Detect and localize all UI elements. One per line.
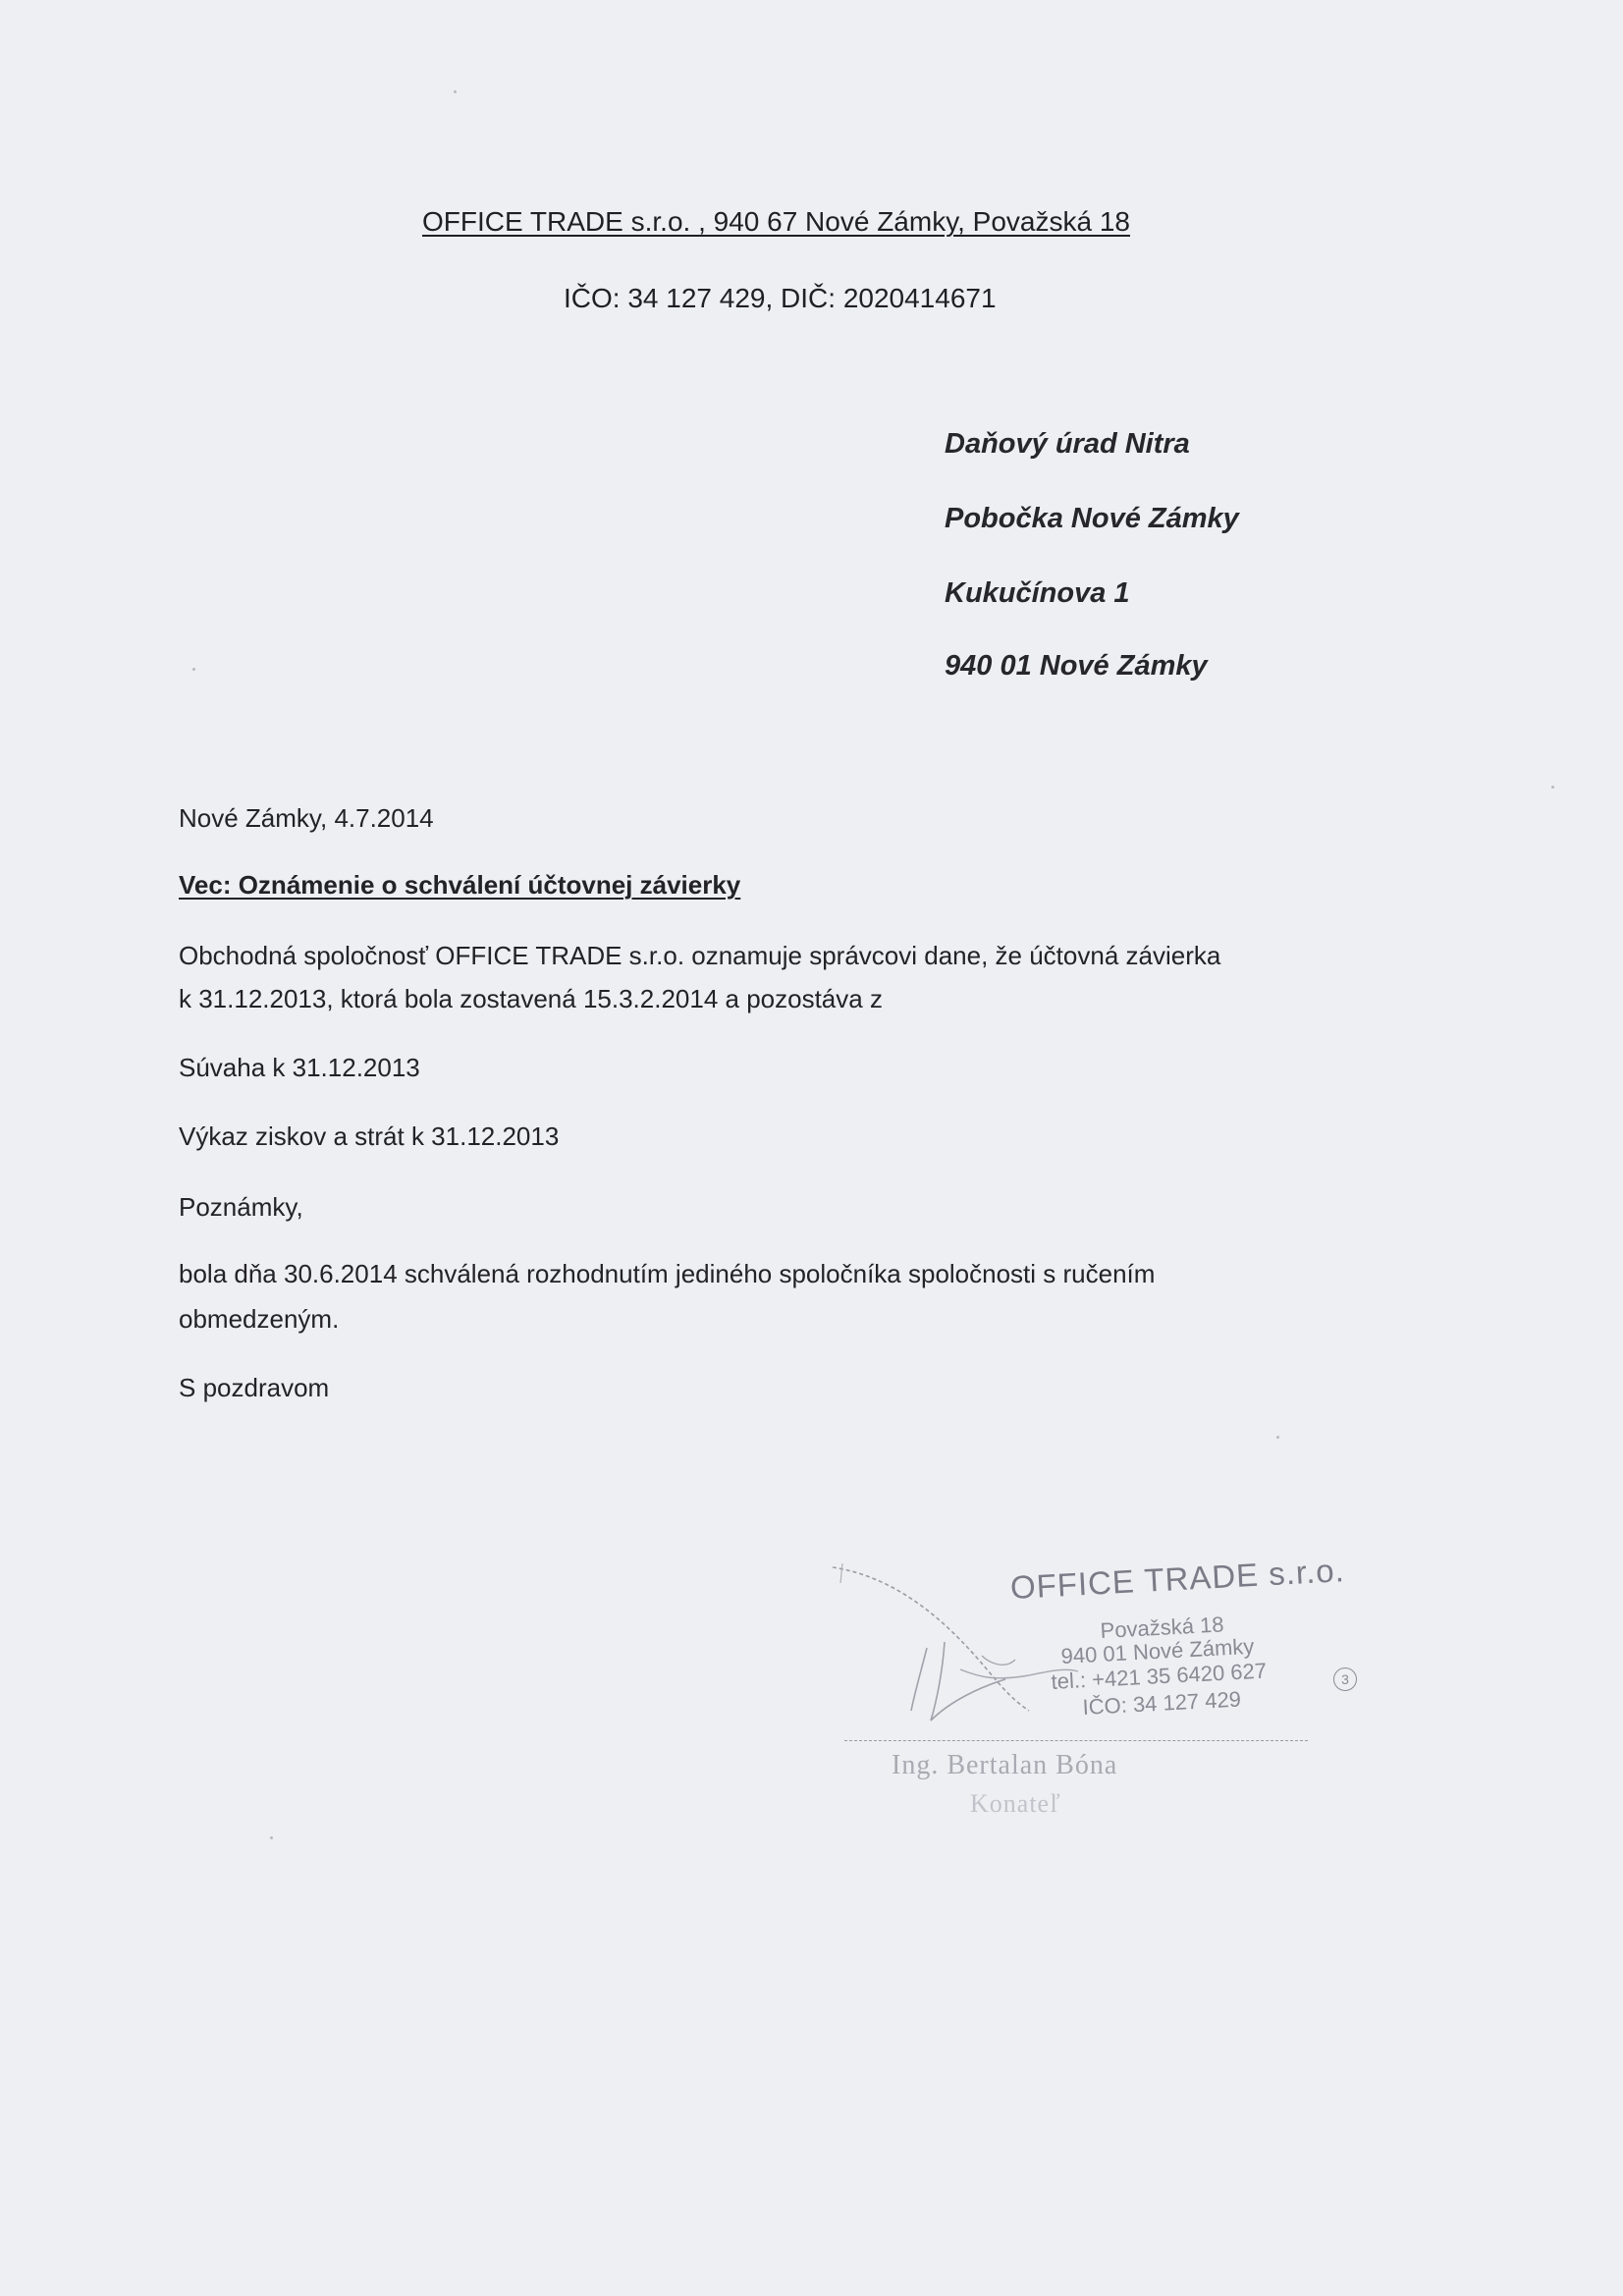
subject-line: Vec: Oznámenie o schválení účtovnej závierky bbox=[179, 870, 741, 900]
stamp-ico: IČO: 34 127 429 bbox=[1082, 1686, 1242, 1720]
signatory-role: Konateľ bbox=[970, 1789, 1061, 1818]
list-item: Súvaha k 31.12.2013 bbox=[179, 1053, 420, 1082]
stamp-number-badge: 3 bbox=[1333, 1667, 1357, 1691]
paragraph-1-line-1: Obchodná spoločnosť OFFICE TRADE s.r.o. oznamuje správcovi dane, že účtovná závierka bbox=[179, 941, 1221, 970]
scan-speck bbox=[192, 668, 195, 671]
stamp-city: 940 01 Nové Zámky bbox=[1060, 1633, 1255, 1668]
recipient-line-4: 940 01 Nové Zámky bbox=[945, 650, 1208, 682]
recipient-line-1: Daňový úrad Nitra bbox=[945, 428, 1190, 460]
recipient-line-2: Pobočka Nové Zámky bbox=[945, 503, 1239, 534]
signature-rule bbox=[844, 1740, 1308, 1741]
paragraph-2-line-2: obmedzeným. bbox=[179, 1304, 340, 1334]
paragraph-2-line-1: bola dňa 30.6.2014 schválená rozhodnutím jediného spoločníka spoločnosti s ručením bbox=[179, 1259, 1156, 1288]
scan-speck bbox=[270, 1836, 273, 1839]
list-item: Výkaz ziskov a strát k 31.12.2013 bbox=[179, 1121, 560, 1151]
recipient-line-3: Kukučínova 1 bbox=[945, 577, 1130, 609]
company-header: OFFICE TRADE s.r.o. , 940 67 Nové Zámky, Považská 18 bbox=[422, 206, 1130, 237]
paragraph-1-line-2: k 31.12.2013, ktorá bola zostavená 15.3.2.2014 a pozostáva z bbox=[179, 984, 883, 1013]
scan-speck bbox=[454, 90, 457, 93]
company-stamp bbox=[833, 1552, 1363, 1818]
company-ids: IČO: 34 127 429, DIČ: 2020414671 bbox=[564, 283, 997, 313]
stamp-street: Považská 18 bbox=[1100, 1612, 1225, 1643]
stamp-company-name: OFFICE TRADE s.r.o. bbox=[1009, 1552, 1346, 1606]
signatory-name: Ing. Bertalan Bóna bbox=[892, 1750, 1118, 1780]
scan-speck bbox=[1276, 1436, 1279, 1439]
stamp-phone: tel.: +421 35 6420 627 bbox=[1051, 1658, 1268, 1694]
place-date: Nové Zámky, 4.7.2014 bbox=[179, 803, 434, 833]
scan-speck bbox=[1551, 786, 1554, 789]
closing-greeting: S pozdravom bbox=[179, 1373, 330, 1402]
list-item: Poznámky, bbox=[179, 1192, 303, 1222]
